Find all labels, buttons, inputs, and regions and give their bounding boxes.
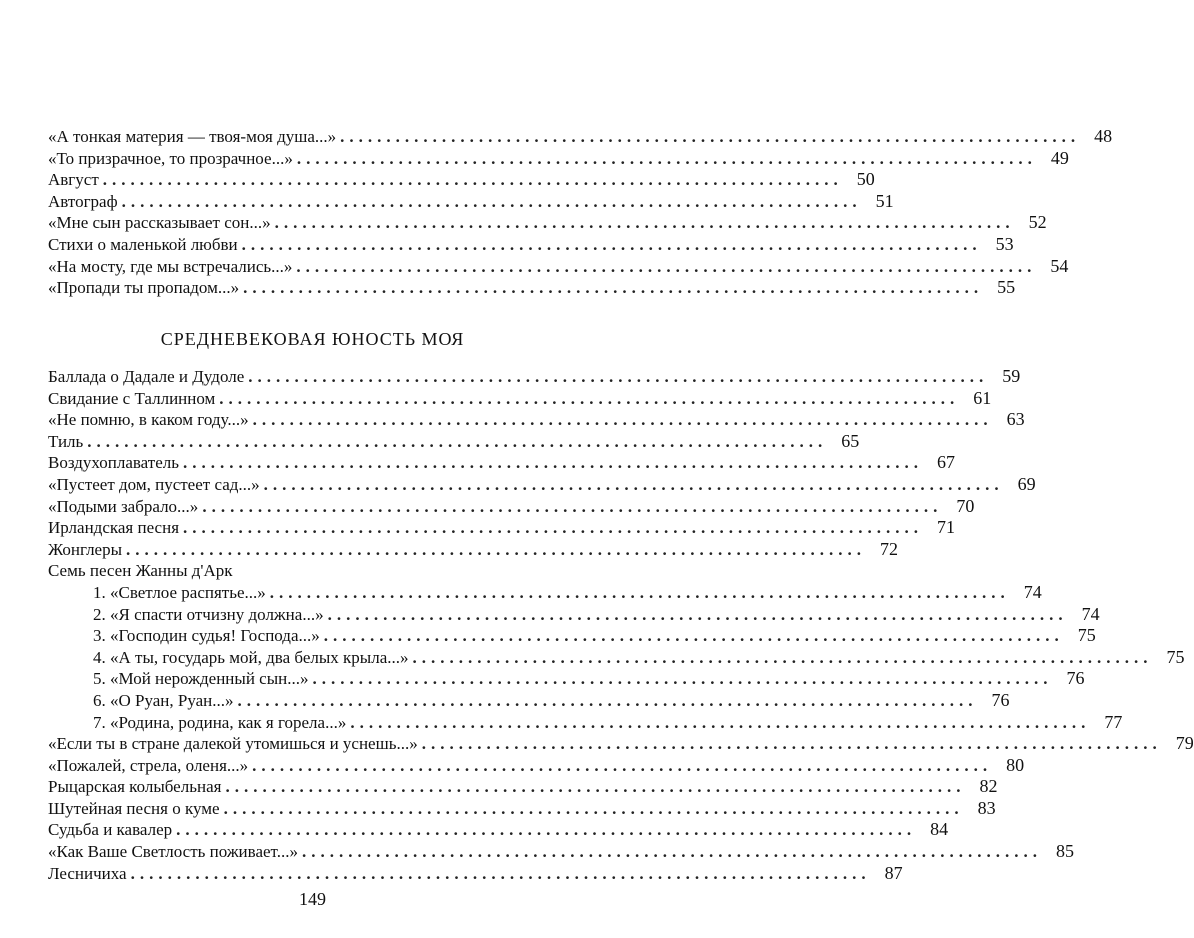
toc-entry <box>48 190 894 213</box>
toc-subentry <box>48 603 1100 626</box>
toc-leader-dots: ................................................................................ <box>252 755 993 775</box>
toc-entry-title: 1. «Светлое распятье...» <box>93 582 266 602</box>
toc-subentry <box>48 711 1123 734</box>
toc-entry-page: 87 <box>884 862 903 883</box>
toc-entry <box>48 147 1069 170</box>
toc-entry-title: Август <box>48 170 99 190</box>
toc-entry-title: Баллада о Дадале и Дудоле <box>48 367 245 386</box>
toc-entry-page: 85 <box>1055 841 1074 862</box>
toc-entry-page: 79 <box>1175 733 1194 754</box>
toc-leader-dots: ................................................................................ <box>241 234 982 254</box>
toc-entry-page: 83 <box>977 797 996 818</box>
toc-entry-title: Семь песен Жанны д'Арк <box>48 561 233 581</box>
toc-entry-page: 65 <box>841 430 860 451</box>
toc-list-part1 <box>48 126 1113 299</box>
toc-entry <box>48 754 1025 777</box>
toc-entry-title: 5. «Мой нерожденный сын...» <box>93 669 309 689</box>
toc-entry-title: «Не помню, в каком году...» <box>48 410 249 430</box>
toc-entry <box>48 430 860 453</box>
toc-entry-page: 74 <box>1023 581 1042 602</box>
toc-leader-dots: ................................................................................ <box>252 410 993 430</box>
toc-leader-dots: ................................................................................ <box>248 367 989 386</box>
toc-leader-dots: ................................................................................ <box>202 496 943 516</box>
toc-entry-title: «Пропади ты пропадом...» <box>48 278 240 298</box>
toc-leader-dots: ................................................................................ <box>126 539 867 559</box>
toc-entry-title: Жонглеры <box>48 539 123 559</box>
toc-entry-page: 80 <box>1006 754 1025 775</box>
toc-leader-dots: ................................................................................ <box>340 127 1081 146</box>
toc-entry-page: 51 <box>875 190 894 211</box>
toc-entry-title: Ирландская песня <box>48 518 180 538</box>
toc-leader-dots: ................................................................................ <box>323 626 1064 646</box>
toc-entry <box>48 841 1074 863</box>
toc-leader-dots: ................................................................................ <box>87 431 828 451</box>
toc-entry-page: 59 <box>1002 366 1021 386</box>
toc-leader-dots: ................................................................................ <box>130 863 871 883</box>
toc-leader-dots: ................................................................................ <box>327 604 1068 624</box>
toc-entry-title: Стихи о маленькой любви <box>48 234 238 254</box>
toc-entry-page: 55 <box>997 277 1016 298</box>
toc-leader-dots: ................................................................................ <box>176 820 917 840</box>
toc-leader-dots: ................................................................................ <box>350 712 1091 732</box>
toc-entry-title: 4. «А ты, государь мой, два белых крыла...» <box>93 647 409 667</box>
toc-entry-title: 3. «Господин судья! Господа...» <box>93 626 320 646</box>
toc-entry-title: «То призрачное, то прозрачное...» <box>48 148 293 168</box>
toc-entry <box>48 495 975 518</box>
toc-entry-page: 77 <box>1104 711 1123 732</box>
toc-entry-title: 6. «О Руан, Руан...» <box>93 690 234 710</box>
toc-entry-page: 76 <box>1066 668 1085 689</box>
toc-leader-dots: ................................................................................ <box>312 669 1053 689</box>
toc-entry-title: Тиль <box>48 431 84 451</box>
toc-entry-title: Воздухоплаватель <box>48 453 179 473</box>
toc-entry <box>48 255 1069 278</box>
toc-subentry <box>48 581 1042 604</box>
toc-entry-page: 67 <box>937 452 955 473</box>
toc-leader-dots: ................................................................................ <box>237 690 978 710</box>
toc-entry-title: «Пожалей, стрела, оленя...» <box>48 755 249 775</box>
toc-leader-dots: ................................................................................ <box>296 148 1037 168</box>
toc-entry-title: Судьба и кавалер <box>48 820 173 840</box>
toc-leader-dots: ................................................................................ <box>121 191 862 211</box>
toc-entry-page: 48 <box>1094 126 1113 146</box>
toc-entry-page: 84 <box>930 819 949 840</box>
toc-leader-dots: ................................................................................ <box>263 474 1004 494</box>
toc-leader-dots: ................................................................................ <box>183 518 924 538</box>
toc-entry-page: 76 <box>991 689 1010 710</box>
toc-entry-page: 61 <box>973 387 992 408</box>
toc-leader-dots: ................................................................................ <box>102 170 843 190</box>
toc-leader-dots: ................................................................................ <box>225 777 966 797</box>
toc-entry-page: 63 <box>1006 409 1025 430</box>
toc-subentry <box>48 689 1010 712</box>
toc-entry <box>48 233 1014 256</box>
toc-leader-dots: ................................................................................ <box>274 213 1015 233</box>
toc-entry-page: 74 <box>1081 603 1100 624</box>
toc-leader-dots: ................................................................................ <box>219 388 960 408</box>
toc-entry-page: 71 <box>937 517 956 538</box>
toc-entry-page: 69 <box>1017 473 1036 494</box>
toc-entry-title: Свидание с Таллинном <box>48 388 216 408</box>
toc-entry-title: «Как Ваше Светлость поживает...» <box>48 842 298 862</box>
toc-entry-title: «Пустеет дом, пустеет сад...» <box>48 474 260 494</box>
toc-entry-page: 53 <box>995 233 1014 254</box>
toc-leader-dots: ................................................................................ <box>412 647 1153 667</box>
toc-entry-title: «На мосту, где мы встречались...» <box>48 256 293 276</box>
toc-entry-title: 2. «Я спасти отчизну должна...» <box>93 604 324 624</box>
toc-entry-page: 52 <box>1028 212 1047 233</box>
toc-entry-title: Лесничиха <box>48 863 127 883</box>
toc-entry-title: «Подыми забрало...» <box>48 496 199 516</box>
toc-subentry <box>48 668 1085 690</box>
toc-entry <box>48 387 992 410</box>
toc-entry <box>48 819 949 841</box>
toc-entry <box>48 212 1047 234</box>
toc-entry-page: 70 <box>956 495 975 516</box>
toc-entry-page: 72 <box>880 538 899 559</box>
toc-subentry <box>48 646 1185 669</box>
toc-entry-page: 54 <box>1050 255 1069 276</box>
toc-entry <box>48 538 899 561</box>
toc-entry-page: 75 <box>1077 625 1096 646</box>
toc-entry-title: Шутейная песня о куме <box>48 798 220 818</box>
toc-leader-dots: ................................................................................ <box>421 734 1162 754</box>
toc-group-heading <box>48 560 580 582</box>
toc-entry-page: 75 <box>1166 646 1185 667</box>
toc-entry <box>48 862 903 885</box>
toc-entry-page: 49 <box>1050 147 1069 168</box>
toc-list-part2 <box>48 366 1194 884</box>
toc-entry <box>48 169 875 191</box>
toc-entry <box>48 277 1016 299</box>
toc-leader-dots: ................................................................................ <box>243 278 984 298</box>
toc-entry <box>48 366 1021 388</box>
toc-entry-title: «Мне сын рассказывает сон...» <box>48 213 271 233</box>
toc-entry-title: «А тонкая материя — твоя-моя душа...» <box>48 127 337 146</box>
toc-entry <box>48 733 1194 755</box>
toc-entry-title: 7. «Родина, родина, как я горела...» <box>93 712 347 732</box>
page-number: 149 <box>299 889 326 909</box>
toc-leader-dots: ................................................................................ <box>301 842 1042 862</box>
toc-entry <box>48 517 956 539</box>
section-heading: СРЕДНЕВЕКОВАЯ ЮНОСТЬ МОЯ <box>160 329 465 349</box>
toc-entry-page: 82 <box>979 776 998 797</box>
toc-leader-dots: ................................................................................ <box>183 453 923 473</box>
toc-entry-title: Автограф <box>48 191 118 211</box>
toc-entry <box>48 473 1036 496</box>
toc-entry <box>48 797 996 820</box>
toc-entry <box>48 126 1113 148</box>
toc-entry-page: 50 <box>856 169 875 190</box>
toc-leader-dots: ................................................................................ <box>223 798 964 818</box>
toc-leader-dots: ................................................................................ <box>269 582 1010 602</box>
toc-entry-title: Рыцарская колыбельная <box>48 777 222 797</box>
toc-entry-title: «Если ты в стране далекой утомишься и уснешь...» <box>48 734 418 754</box>
toc-entry <box>48 452 955 474</box>
toc-subentry <box>48 625 1096 647</box>
toc-entry <box>48 409 1025 431</box>
toc-leader-dots: ................................................................................ <box>296 256 1037 276</box>
toc-entry <box>48 776 998 798</box>
